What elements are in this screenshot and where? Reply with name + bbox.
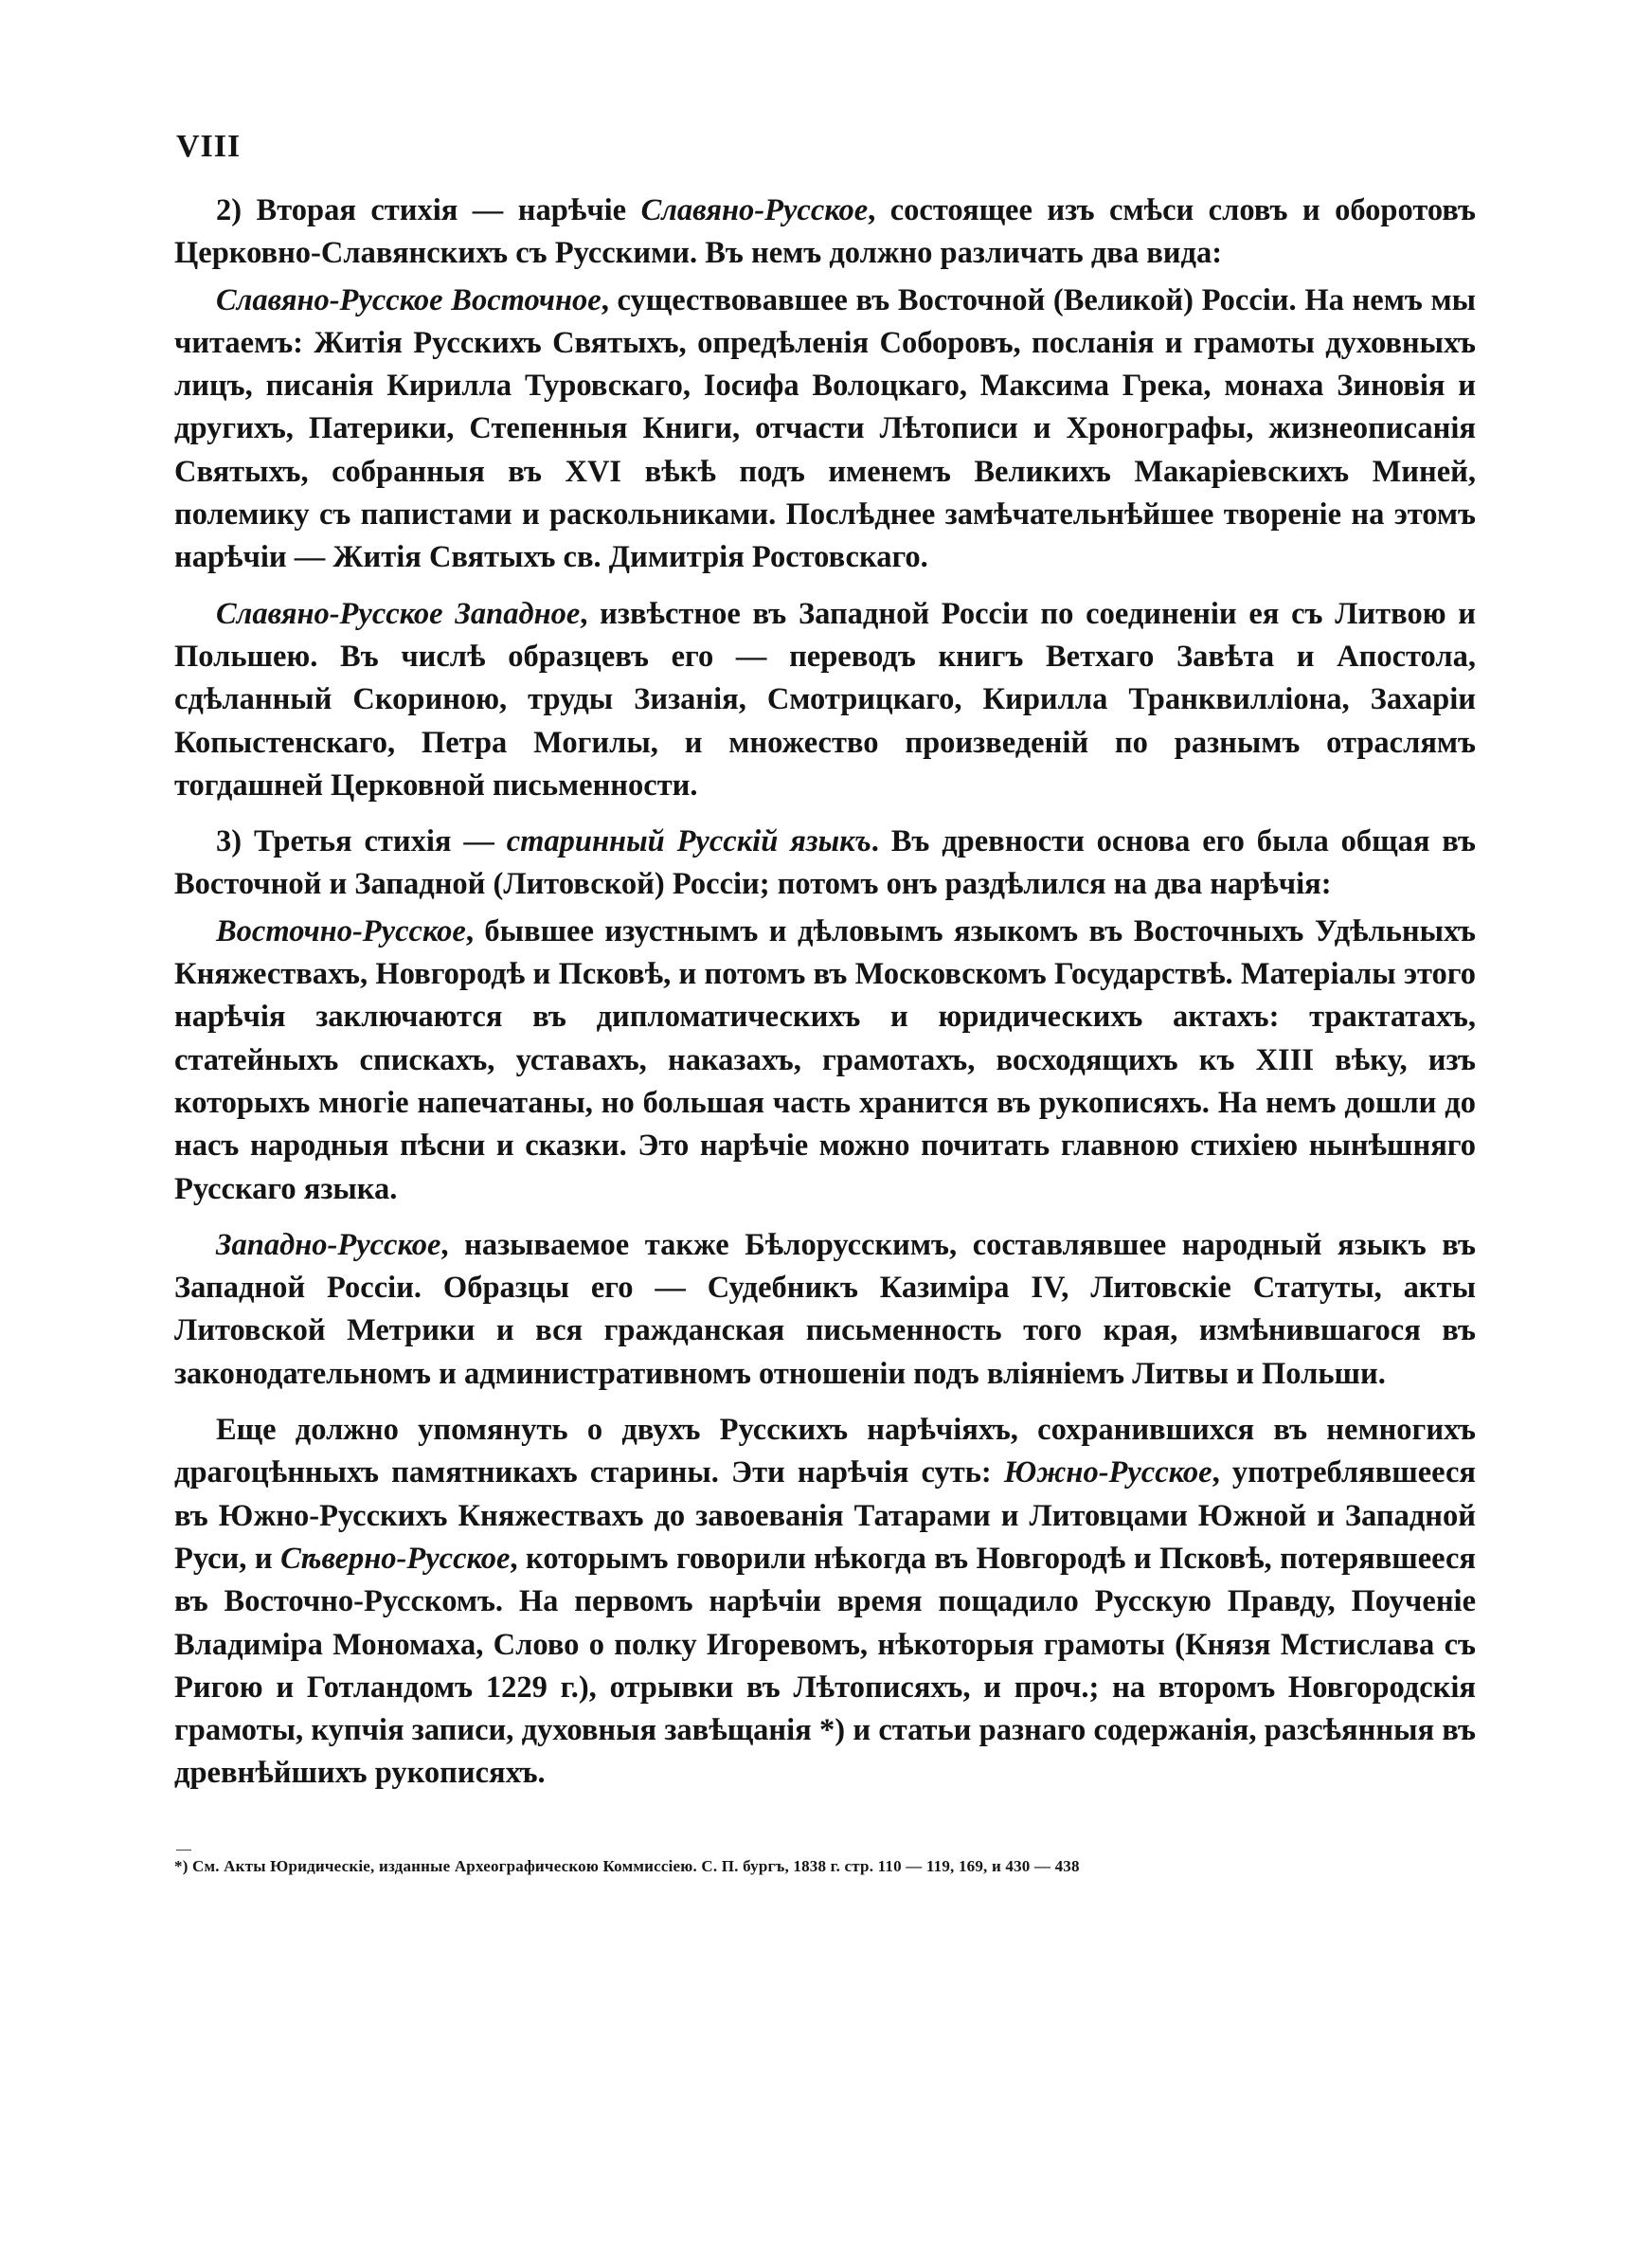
term-slavyano-russkoe: Славяно-Русское (640, 193, 869, 227)
term-south-russian: Южно-Русское (1003, 1455, 1212, 1490)
term-west-russian: Западно-Русское (216, 1227, 441, 1262)
term-old-russian-language: старинный Русскій языкъ (506, 824, 871, 859)
paragraph-slavyano-russkoe-western: Славяно-Русское Западное, извѣстное въ Западной Россіи по соединеніи ея съ Литвою и Польшею. Въ числѣ образцевъ его — переводъ книгъ Ветхаго Завѣта и Апостола, сдѣланный Скориною, труды Зизанія, Смотрицкаго, Кирилла Транквилліона, Захаріи Копыстенскаго, Петра Могилы, и множество произведеній по разнымъ отраслямъ тогдашней Церковной письменности. (174, 596, 1477, 803)
paragraph-slavyano-russkoe-eastern: Славяно-Русское Восточное, существовавшее въ Восточной (Великой) Россіи. На немъ мы читаемъ: Житія Русскихъ Святыхъ, опредѣленія Соборовъ, посланія и грамоты духовныхъ лицъ, писанія Кирилла Туровскаго, Іосифа Волоцкаго, Максима Грека, монаха Зиновія и другихъ, Патерики, Степенныя Книги, отчасти Лѣтописи и Хронографы, жизнеописанія Святыхъ, собранныя въ XVI вѣкѣ подъ именемъ Великихъ Макаріевскихъ Миней, полемику съ папистами и раскольниками. Послѣднее замѣчательнѣйшее твореніе на этомъ нарѣчіи — Житія Святыхъ св. Димитрія Ростовскаго. (174, 282, 1476, 575)
term-north-russian: Сѣверно-Русское (280, 1541, 511, 1576)
footnote: *) См. Акты Юридическіе, изданные Археографическою Коммиссіею. С. П. бургъ, 1838 г. стр. 110 — 119, 169, и 430 — 438 (174, 1857, 1080, 1875)
term-slavyano-russkoe-western: Славяно-Русское Западное (216, 596, 581, 631)
paragraph-second-element: 2) Вторая стихія — нарѣчіе Славяно-Русское, состоящее изъ смѣси словъ и оборотовъ Церковно-Славянскихъ съ Русскими. Въ немъ должно различать два вида: (174, 193, 1476, 271)
term-east-russian: Восточно-Русское (216, 913, 466, 948)
page-number: VIII (176, 129, 242, 164)
paragraph-two-dialects: Еще должно упомянуть о двухъ Русскихъ нарѣчіяхъ, сохранившихся въ немногихъ драгоцѣнныхъ памятникахъ старины. Эти нарѣчія суть: Южно-Русское, употреблявшееся въ Южно-Русскихъ Княжествахъ до завоеванія Татарами и Литовцами Южной и Западной Руси, и Сѣверно-Русское, которымъ говорили нѣкогда въ Новгородѣ и Псковѣ, потерявшееся въ Восточно-Русскомъ. На первомъ нарѣчіи время пощадило Русскую Правду, Поученіе Владиміра Мономаха, Слово о полку Игоревомъ, нѣкоторыя грамоты (Князя Мстислава съ Ригою и Готландомъ 1229 г.), отрывки въ Лѣтописяхъ, и проч.; на второмъ Новгородскія грамоты, купчія записи, духовныя завѣщанія *) и статьи разнаго содержанія, разсѣянныя въ древнѣйшихъ рукописяхъ. (174, 1413, 1476, 1791)
paragraph-third-element: 3) Третья стихія — старинный Русскій языкъ. Въ древности основа его была общая въ Восточной и Западной (Литовской) Россіи; потомъ онъ раздѣлился на два нарѣчія: (174, 824, 1477, 902)
footnote-divider (176, 1850, 191, 1851)
paragraph-west-russian: Западно-Русское, называемое также Бѣлорусскимъ, составлявшее народный языкъ въ Западной Россіи. Образцы его — Судебникъ Казиміра IV, Литовскіе Статуты, акты Литовской Метрики и вся гражданская письменность того края, измѣнившагося въ законодательномъ и административномъ отношеніи подъ вліяніемъ Литвы и Польши. (174, 1227, 1476, 1391)
term-slavyano-russkoe-eastern: Славяно-Русское Восточное (216, 282, 602, 317)
main-text (174, 190, 1476, 1796)
paragraph-east-russian: Восточно-Русское, бывшее изустнымъ и дѣловымъ языкомъ въ Восточныхъ Удѣльныхъ Княжествахъ, Новгородѣ и Псковѣ, и потомъ въ Московскомъ Государствѣ. Матеріалы этого нарѣчія заключаются въ дипломатическихъ и юридическихъ актахъ: трактатахъ, статейныхъ спискахъ, уставахъ, наказахъ, грамотахъ, восходящихъ къ XIII вѣку, изъ которыхъ многіе напечатаны, но большая часть хранится въ рукописяхъ. На немъ дошли до насъ народныя пѣсни и сказки. Это нарѣчіе можно почитать главною стихіею нынѣшняго Русскаго языка. (174, 913, 1476, 1206)
